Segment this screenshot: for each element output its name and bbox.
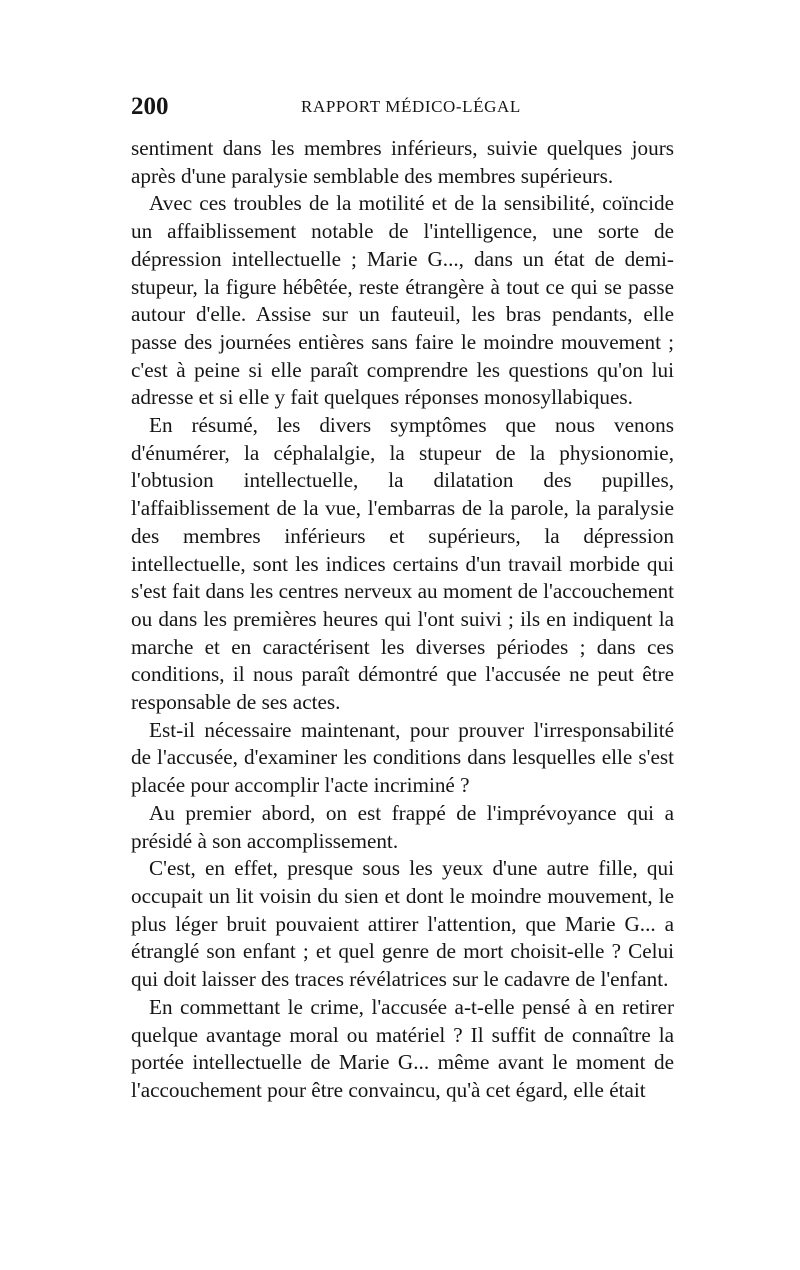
page-number: 200 (131, 93, 169, 120)
paragraph-continuation: sentiment dans les membres inférieurs, suivie quelques jours après d'une paralysie semblable des membres supérieurs. (131, 136, 674, 188)
paragraph: Avec ces troubles de la motilité et de la sensibilité, coïncide un affaiblissement notable de l'intelligence, une sorte de dépression intellectuelle ; Marie G..., dans un état de demi-stupeur, la figure hébêtée, reste étrangère à tout ce qui se passe autour d'elle. Assise sur un fauteuil, les bras pendants, elle passe des journées entières sans faire le moindre mouvement ; c'est à peine si elle paraît comprendre les questions qu'on lui adresse et si elle y fait quelques réponses monosyllabiques. (131, 191, 674, 410)
paragraph: Au premier abord, on est frappé de l'imprévoyance qui a présidé à son accomplissement. (131, 800, 674, 853)
running-title: RAPPORT MÉDICO-LÉGAL (301, 97, 521, 116)
paragraph: En commettant le crime, l'accusée a-t-elle pensé à en retirer quelque avantage moral ou matériel ? Il suffit de connaître la portée intellectuelle de Marie G... même avant le moment de l'accouchement pour être convaincu, qu'à cet égard, elle était (131, 994, 674, 1102)
paragraph: C'est, en effet, presque sous les yeux d'une autre fille, qui occupait un lit voisin du sien et dont le moindre mouvement, le plus léger bruit pouvaient attirer l'attention, que Marie G... a étranglé son enfant ; et quel genre de mort choisit-elle ? Celui qui doit laisser des traces révélatrices sur le cadavre de l'enfant. (131, 856, 674, 992)
paragraph: En résumé, les divers symptômes que nous venons d'énumérer, la céphalalgie, la stupeur de la physionomie, l'obtusion intellectuelle, la dilatation des pupilles, l'affaiblissement de la vue, l'embarras de la parole, la paralysie des membres inférieurs et supérieurs, la dépression intellectuelle, sont les indices certains d'un travail morbide qui s'est fait dans les centres nerveux au moment de l'accouchement ou dans les premières heures qui l'ont suivi ; ils en indiquent la marche et en caractérisent les diverses périodes ; dans ces conditions, il nous paraît démontré que l'accusée ne peut être responsable de ses actes. (131, 413, 674, 715)
paragraph: Est-il nécessaire maintenant, pour prouver l'irresponsabilité de l'accusée, d'examiner les conditions dans lesquelles elle s'est placée pour accomplir l'acte incriminé ? (131, 717, 674, 798)
running-head (131, 92, 674, 122)
body-text (131, 135, 674, 1105)
